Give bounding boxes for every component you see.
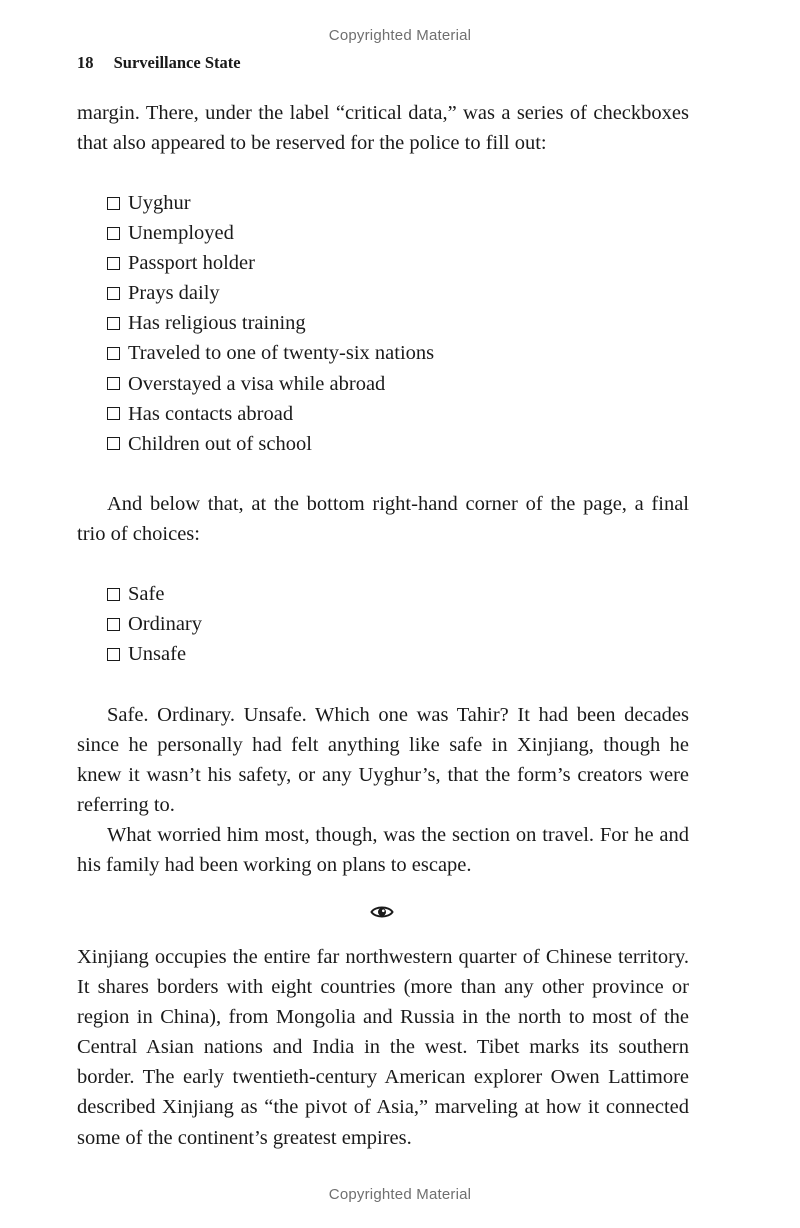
watermark-bottom: Copyrighted Material: [328, 1186, 472, 1203]
paragraph-4-text: What worried him most, though, was the section on travel. For he and his family had been working on plans to escape.: [77, 824, 689, 877]
checklist-item: [107, 218, 689, 248]
checkbox-icon: [107, 407, 120, 420]
checklist-item-label: Has religious training: [128, 312, 306, 335]
paragraph-3-text: Safe. Ordinary. Unsafe. Which one was Tahir? It had been decades since he personally had felt anything like safe in Xinjiang, though he knew it wasn’t his safety, or any Uyghur’s, that the form’s creators were referring to.: [77, 704, 689, 817]
checklist-item-label: Prays daily: [128, 282, 220, 305]
checklist-item: [107, 278, 689, 308]
checkbox-icon: [107, 197, 120, 210]
checkbox-icon: [107, 648, 120, 661]
paragraph-1-text: margin. There, under the label “critical data,” was a series of checkboxes that also appeared to be reserved for the police to fill out:: [77, 102, 689, 155]
watermark-top: Copyrighted Material: [328, 27, 472, 44]
checklist-item-label: Safe: [128, 583, 165, 605]
checklist-item: [107, 369, 689, 399]
checklist-item: [107, 248, 689, 278]
critical-data-checklist: [77, 188, 689, 459]
checklist-item-label: Uyghur: [128, 192, 191, 214]
paragraph-2: [77, 489, 689, 549]
checklist-item-label: Traveled to one of twenty-six nations: [128, 342, 435, 365]
checklist-item: [107, 308, 689, 338]
checklist-item: [107, 609, 689, 639]
checkbox-icon: [107, 347, 120, 360]
paragraph-1: [77, 98, 689, 158]
checklist-item-label: Has contacts abroad: [128, 402, 294, 425]
checklist-item: [107, 429, 689, 459]
checklist-item-label: Ordinary: [128, 613, 203, 636]
eye-icon: [370, 903, 394, 921]
checkbox-icon: [107, 588, 120, 601]
checklist-item-label: Passport holder: [128, 252, 255, 275]
checklist-item: [107, 399, 689, 429]
checklist-item: [107, 188, 689, 218]
checklist-item-label: Unemployed: [128, 222, 234, 245]
checkbox-icon: [107, 437, 120, 450]
paragraph-5-text: Xinjiang occupies the entire far northwestern quarter of Chinese territory. It shares borders with eight countries (more than any other province or region in China), from Mongolia and Russia in the north to most of the Central Asian nations and India in the west. Tibet marks its southern border. The early twentieth-century American explorer Owen Lattimore described Xinjiang as “the pivot of Asia,” marveling at how it connected some of the continent’s greatest empires.: [77, 946, 689, 1149]
checkbox-icon: [107, 317, 120, 330]
paragraph-3-4: [77, 700, 689, 881]
checkbox-icon: [107, 257, 120, 270]
final-trio-checklist: [77, 579, 689, 669]
checklist-item-label: Children out of school: [128, 432, 312, 455]
checklist-item: [107, 338, 689, 368]
running-head-title: Surveillance State: [113, 53, 241, 72]
checklist-item-label: Overstayed a visa while abroad: [128, 372, 386, 395]
checklist-item-label: Unsafe: [128, 643, 187, 666]
running-head: [77, 53, 241, 73]
checklist-item: [107, 579, 689, 609]
page-number: 18: [77, 53, 94, 72]
paragraph-2-text: And below that, at the bottom right-hand corner of the page, a final trio of choices:: [77, 493, 689, 546]
checkbox-icon: [107, 618, 120, 631]
checkbox-icon: [107, 377, 120, 390]
checkbox-icon: [107, 227, 120, 240]
checklist-item: [107, 639, 689, 669]
paragraph-5: [77, 942, 689, 1153]
checkbox-icon: [107, 287, 120, 300]
